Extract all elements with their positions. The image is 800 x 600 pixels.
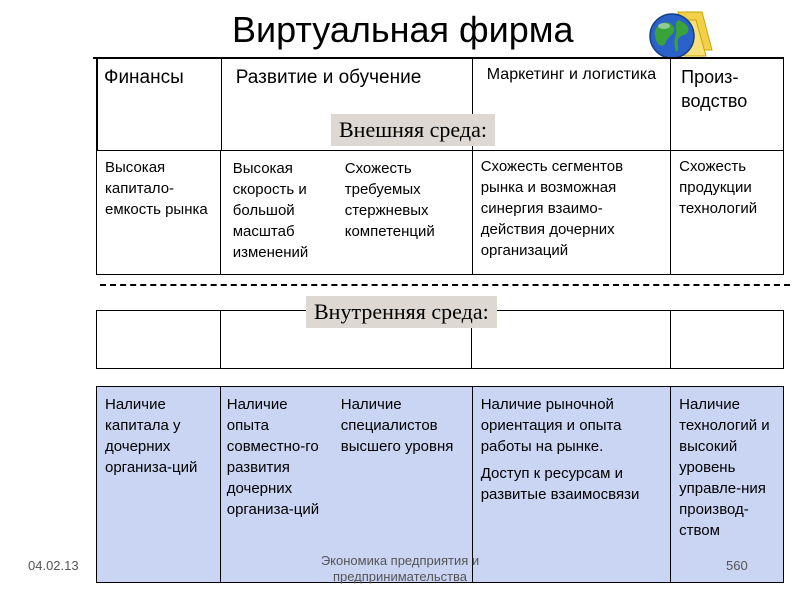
internal-environment-label: Внутренняя среда: — [306, 296, 497, 328]
globe-icon — [644, 6, 716, 64]
external-finance-text: Высокая капитало-емкость рынка — [105, 159, 208, 218]
header-production-label: Произ-водство — [681, 67, 748, 111]
internal-marketing-text-1: Наличие рыночной ориентация и опыта работы на рынке. — [480, 396, 622, 455]
internal-marketing-text-2: Доступ к ресурсам и развитые взаимосвязи — [480, 465, 640, 503]
internal-finance — [97, 387, 221, 583]
external-marketing — [472, 151, 670, 275]
external-development-b-text: Схожесть требуемых стержневых компетенций — [344, 160, 435, 240]
internal-marketing — [472, 387, 670, 583]
external-table — [96, 150, 784, 275]
footer-date: 04.02.13 — [28, 558, 79, 573]
internal-empty-cell — [97, 311, 221, 369]
internal-development-a-text: Наличие опыта совместно-го развития дочерних организа-ций — [226, 396, 320, 518]
header-finance-label: Финансы — [104, 67, 184, 88]
header-marketing — [472, 59, 670, 151]
external-development — [220, 151, 472, 275]
internal-empty-cell — [671, 311, 784, 369]
footer-caption: Экономика предприятия и предпринимательства — [320, 553, 480, 584]
footer-page-number: 560 — [726, 558, 748, 573]
internal-development-b-text: Наличие специалистов высшего уровня — [340, 396, 454, 455]
internal-production — [671, 387, 784, 583]
external-development-a-text: Высокая скорость и большой масштаб изменений — [232, 160, 309, 261]
internal-empty-cell — [472, 311, 671, 369]
external-production-text: Схожесть продукции технологий — [679, 158, 758, 217]
header-production — [671, 59, 784, 151]
header-marketing-label: Маркетинг и логистика — [486, 66, 657, 83]
internal-production-text: Наличие технологий и высокий уровень управле-ния производ-ством — [679, 396, 770, 539]
external-environment-label: Внешняя среда: — [331, 114, 495, 146]
external-marketing-text: Схожесть сегментов рынка и возможная синергия взаимо-действия дочерних организаций — [480, 158, 624, 259]
header-finance — [97, 59, 221, 151]
divider-dashes — [100, 284, 790, 286]
internal-finance-text: Наличие капитала у дочерних организа-ций — [105, 396, 198, 476]
page-title: Виртуальная фирма — [232, 9, 574, 50]
header-development-label: Развитие и обучение — [235, 67, 422, 88]
external-production — [671, 151, 784, 275]
external-finance — [97, 151, 221, 275]
